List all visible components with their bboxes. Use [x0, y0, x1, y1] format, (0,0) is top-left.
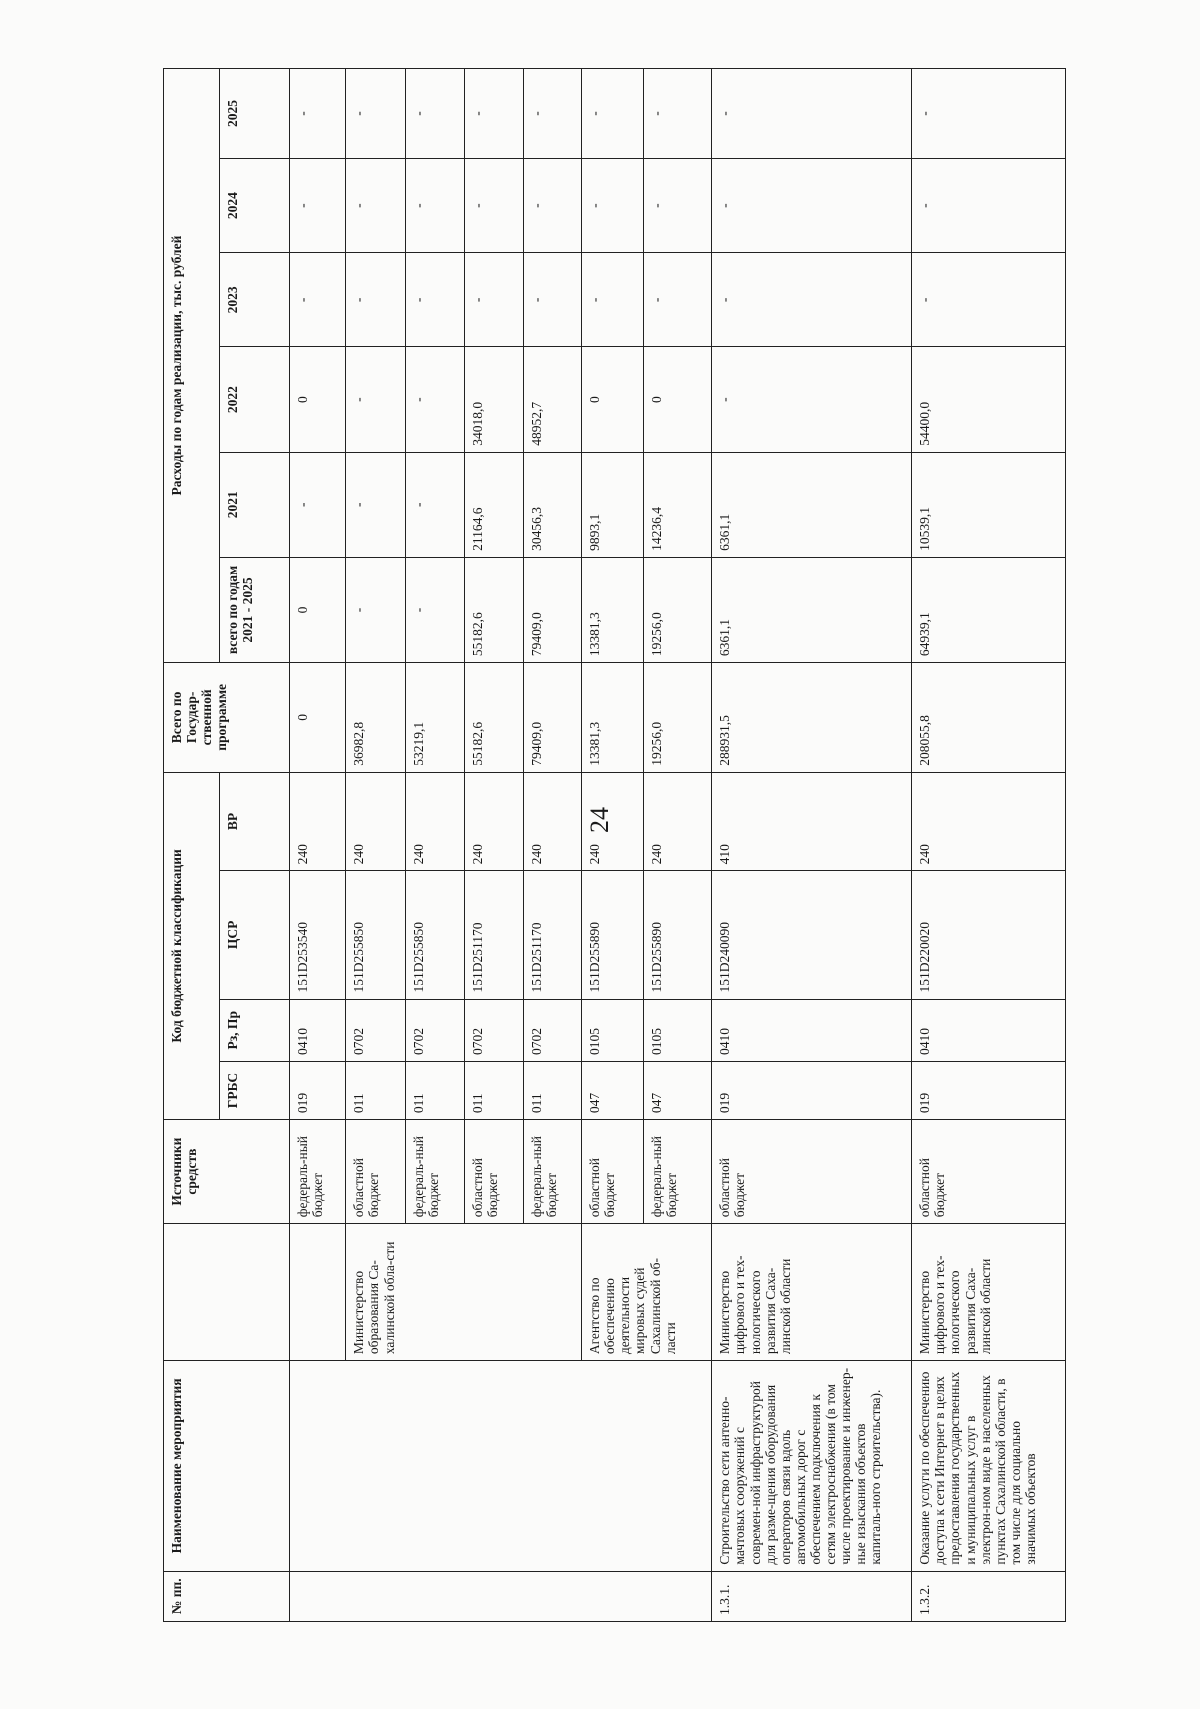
row-y2023: -	[405, 253, 464, 347]
row-y2023: -	[912, 253, 1066, 347]
row-y2021: -	[346, 452, 405, 557]
table-row	[290, 69, 346, 1622]
row-rzpr: 0410	[712, 999, 912, 1061]
row-rzpr: 0702	[405, 999, 464, 1061]
row-executor	[290, 1224, 346, 1361]
row-total-program: 208055,8	[912, 663, 1066, 773]
table-row	[465, 69, 523, 1622]
header-total-years: всего по годам 2021 - 2025	[220, 557, 290, 662]
row-csr: 151D240090	[712, 871, 912, 999]
row-y2022: 54400,0	[912, 347, 1066, 452]
row-grbs: 011	[523, 1062, 581, 1120]
header-year-2021: 2021	[220, 452, 290, 557]
row-csr: 151D255850	[405, 871, 464, 999]
row-y2025: -	[346, 69, 405, 159]
row-y2022: 34018,0	[465, 347, 523, 452]
row-y2022: 48952,7	[523, 347, 581, 452]
header-year-2025: 2025	[220, 69, 290, 159]
row-y2023: -	[346, 253, 405, 347]
row-source: областной бюджет	[712, 1120, 912, 1224]
row-executor: Министерство образования Са-халинской обла-сти	[346, 1224, 582, 1361]
header-csr: ЦСР	[220, 871, 290, 999]
row-total-program: 53219,1	[405, 663, 464, 773]
row-vr: 240	[346, 772, 405, 871]
row-y2022: -	[712, 347, 912, 452]
row-vr: 240	[912, 772, 1066, 871]
row-total-years: 0	[290, 557, 346, 662]
row-num: 1.3.1.	[712, 1571, 912, 1621]
header-rzpr: Рз, Пр	[220, 999, 290, 1061]
row-y2023: -	[523, 253, 581, 347]
row-name: Строительство сети антенно-мачтовых сооружений с современ-ной инфраструктурой для разме-щения оборудования операторов связи вдоль автомобильных дорог с обеспечением подключения к сетям электроснабжения (в том числе проектирование и инженер-ные изыскания объектов капиталь-ного строительства).	[712, 1361, 912, 1571]
header-code-group: Код бюджетной классификации	[164, 772, 220, 1119]
row-vr: 240	[523, 772, 581, 871]
row-y2025: -	[523, 69, 581, 159]
row-y2025: -	[465, 69, 523, 159]
row-vr: 410	[712, 772, 912, 871]
header-executor	[164, 1224, 290, 1361]
row-source: областной бюджет	[346, 1120, 405, 1224]
row-total-program: 55182,6	[465, 663, 523, 773]
row-name	[582, 1361, 644, 1571]
row-rzpr: 0410	[290, 999, 346, 1061]
row-grbs: 019	[290, 1062, 346, 1120]
row-y2022: 0	[643, 347, 712, 452]
table-row	[523, 69, 581, 1622]
row-total-years: -	[405, 557, 464, 662]
row-y2023: -	[465, 253, 523, 347]
row-rzpr: 0702	[346, 999, 405, 1061]
row-grbs: 011	[405, 1062, 464, 1120]
header-expenses-group: Расходы по годам реализации, тыс. рублей	[164, 69, 220, 663]
row-y2024: -	[290, 158, 346, 252]
header-sources: Источники средств	[164, 1120, 290, 1224]
row-y2021: 30456,3	[523, 452, 581, 557]
table-row	[405, 69, 464, 1622]
table-row	[582, 69, 644, 1622]
row-vr: 240	[290, 772, 346, 871]
row-y2023: -	[643, 253, 712, 347]
row-source: федераль-ный бюджет	[290, 1120, 346, 1224]
row-y2025: -	[643, 69, 712, 159]
row-y2024: -	[912, 158, 1066, 252]
header-num: № пп.	[164, 1571, 290, 1621]
row-source: областной бюджет	[582, 1120, 644, 1224]
row-y2025: -	[712, 69, 912, 159]
row-y2024: -	[712, 158, 912, 252]
row-y2022: 0	[582, 347, 644, 452]
row-name	[465, 1361, 523, 1571]
row-vr: 240	[582, 772, 644, 871]
table-body	[290, 69, 1066, 1622]
row-y2023: -	[582, 253, 644, 347]
row-y2023: -	[290, 253, 346, 347]
row-csr: 151D255890	[582, 871, 644, 999]
row-y2021: 9893,1	[582, 452, 644, 557]
row-csr: 151D255850	[346, 871, 405, 999]
row-name	[290, 1361, 346, 1571]
header-name: Наименование мероприятия	[164, 1361, 290, 1571]
table-row	[346, 69, 405, 1622]
row-total-years: 55182,6	[465, 557, 523, 662]
row-name	[346, 1361, 405, 1571]
row-name	[523, 1361, 581, 1571]
row-name	[405, 1361, 464, 1571]
row-num	[465, 1571, 523, 1621]
row-rzpr: 0105	[582, 999, 644, 1061]
row-rzpr: 0410	[912, 999, 1066, 1061]
row-num	[346, 1571, 405, 1621]
row-y2021: 10539,1	[912, 452, 1066, 557]
row-total-program: 79409,0	[523, 663, 581, 773]
row-total-years: 6361,1	[712, 557, 912, 662]
row-num	[523, 1571, 581, 1621]
row-total-years: -	[346, 557, 405, 662]
row-rzpr: 0702	[523, 999, 581, 1061]
table-row	[643, 69, 712, 1622]
row-csr: 151D220020	[912, 871, 1066, 999]
row-vr: 240	[405, 772, 464, 871]
row-grbs: 047	[643, 1062, 712, 1120]
row-source: областной бюджет	[465, 1120, 523, 1224]
row-grbs: 047	[582, 1062, 644, 1120]
row-y2025: -	[290, 69, 346, 159]
header-grbs: ГРБС	[220, 1062, 290, 1120]
row-y2024: -	[346, 158, 405, 252]
row-name: Оказание услуги по обеспечению доступа к сети Интернет в целях предоставления государственных и муниципальных услуг в электрон-ном виде в населенных пунктах Сахалинской области, в том числе для социально значимых объектов	[912, 1361, 1066, 1571]
row-y2023: -	[712, 253, 912, 347]
table-row	[712, 69, 912, 1622]
budget-table	[163, 68, 1066, 1622]
row-y2024: -	[643, 158, 712, 252]
table-header	[164, 69, 290, 1622]
row-csr: 151D251170	[465, 871, 523, 999]
row-y2025: -	[912, 69, 1066, 159]
row-executor: Министерство цифрового и тех-нологического развития Саха-линской области	[712, 1224, 912, 1361]
header-year-2024: 2024	[220, 158, 290, 252]
row-total-years: 64939,1	[912, 557, 1066, 662]
header-year-2023: 2023	[220, 253, 290, 347]
row-source: областной бюджет	[912, 1120, 1066, 1224]
row-csr: 151D251170	[523, 871, 581, 999]
row-grbs: 019	[912, 1062, 1066, 1120]
row-y2024: -	[523, 158, 581, 252]
row-total-years: 19256,0	[643, 557, 712, 662]
row-y2022: -	[346, 347, 405, 452]
row-rzpr: 0105	[643, 999, 712, 1061]
row-y2025: -	[405, 69, 464, 159]
row-total-program: 19256,0	[643, 663, 712, 773]
row-csr: 151D253540	[290, 871, 346, 999]
row-vr: 240	[465, 772, 523, 871]
rotated-table-container	[163, 68, 1066, 1622]
row-num	[643, 1571, 712, 1621]
row-total-years: 79409,0	[523, 557, 581, 662]
table-row	[912, 69, 1066, 1622]
row-total-program: 0	[290, 663, 346, 773]
header-total-program: Всего по Государ-ственной программе	[164, 663, 290, 773]
row-grbs: 011	[346, 1062, 405, 1120]
row-csr: 151D255890	[643, 871, 712, 999]
row-y2021: 14236,4	[643, 452, 712, 557]
row-num	[582, 1571, 644, 1621]
row-total-years: 13381,3	[582, 557, 644, 662]
row-num	[290, 1571, 346, 1621]
row-y2025: -	[582, 69, 644, 159]
row-num	[405, 1571, 464, 1621]
row-source: федераль-ный бюджет	[643, 1120, 712, 1224]
row-y2022: -	[405, 347, 464, 452]
row-source: федераль-ный бюджет	[523, 1120, 581, 1224]
row-grbs: 019	[712, 1062, 912, 1120]
row-y2024: -	[405, 158, 464, 252]
row-grbs: 011	[465, 1062, 523, 1120]
row-rzpr: 0702	[465, 999, 523, 1061]
row-executor: Министерство цифрового и тех-нологического развития Саха-линской области	[912, 1224, 1066, 1361]
row-y2021: 6361,1	[712, 452, 912, 557]
row-y2021: -	[405, 452, 464, 557]
row-source: федераль-ный бюджет	[405, 1120, 464, 1224]
row-y2024: -	[582, 158, 644, 252]
row-y2024: -	[465, 158, 523, 252]
row-y2021: -	[290, 452, 346, 557]
row-y2022: 0	[290, 347, 346, 452]
header-vr: ВР	[220, 772, 290, 871]
row-total-program: 36982,8	[346, 663, 405, 773]
page-number: 24	[585, 807, 614, 833]
row-total-program: 13381,3	[582, 663, 644, 773]
row-executor: Агентство по обеспечению деятельности мировых судей Сахалинской об-ласти	[582, 1224, 712, 1361]
row-vr: 240	[643, 772, 712, 871]
row-total-program: 288931,5	[712, 663, 912, 773]
row-name	[643, 1361, 712, 1571]
row-num: 1.3.2.	[912, 1571, 1066, 1621]
row-y2021: 21164,6	[465, 452, 523, 557]
header-year-2022: 2022	[220, 347, 290, 452]
